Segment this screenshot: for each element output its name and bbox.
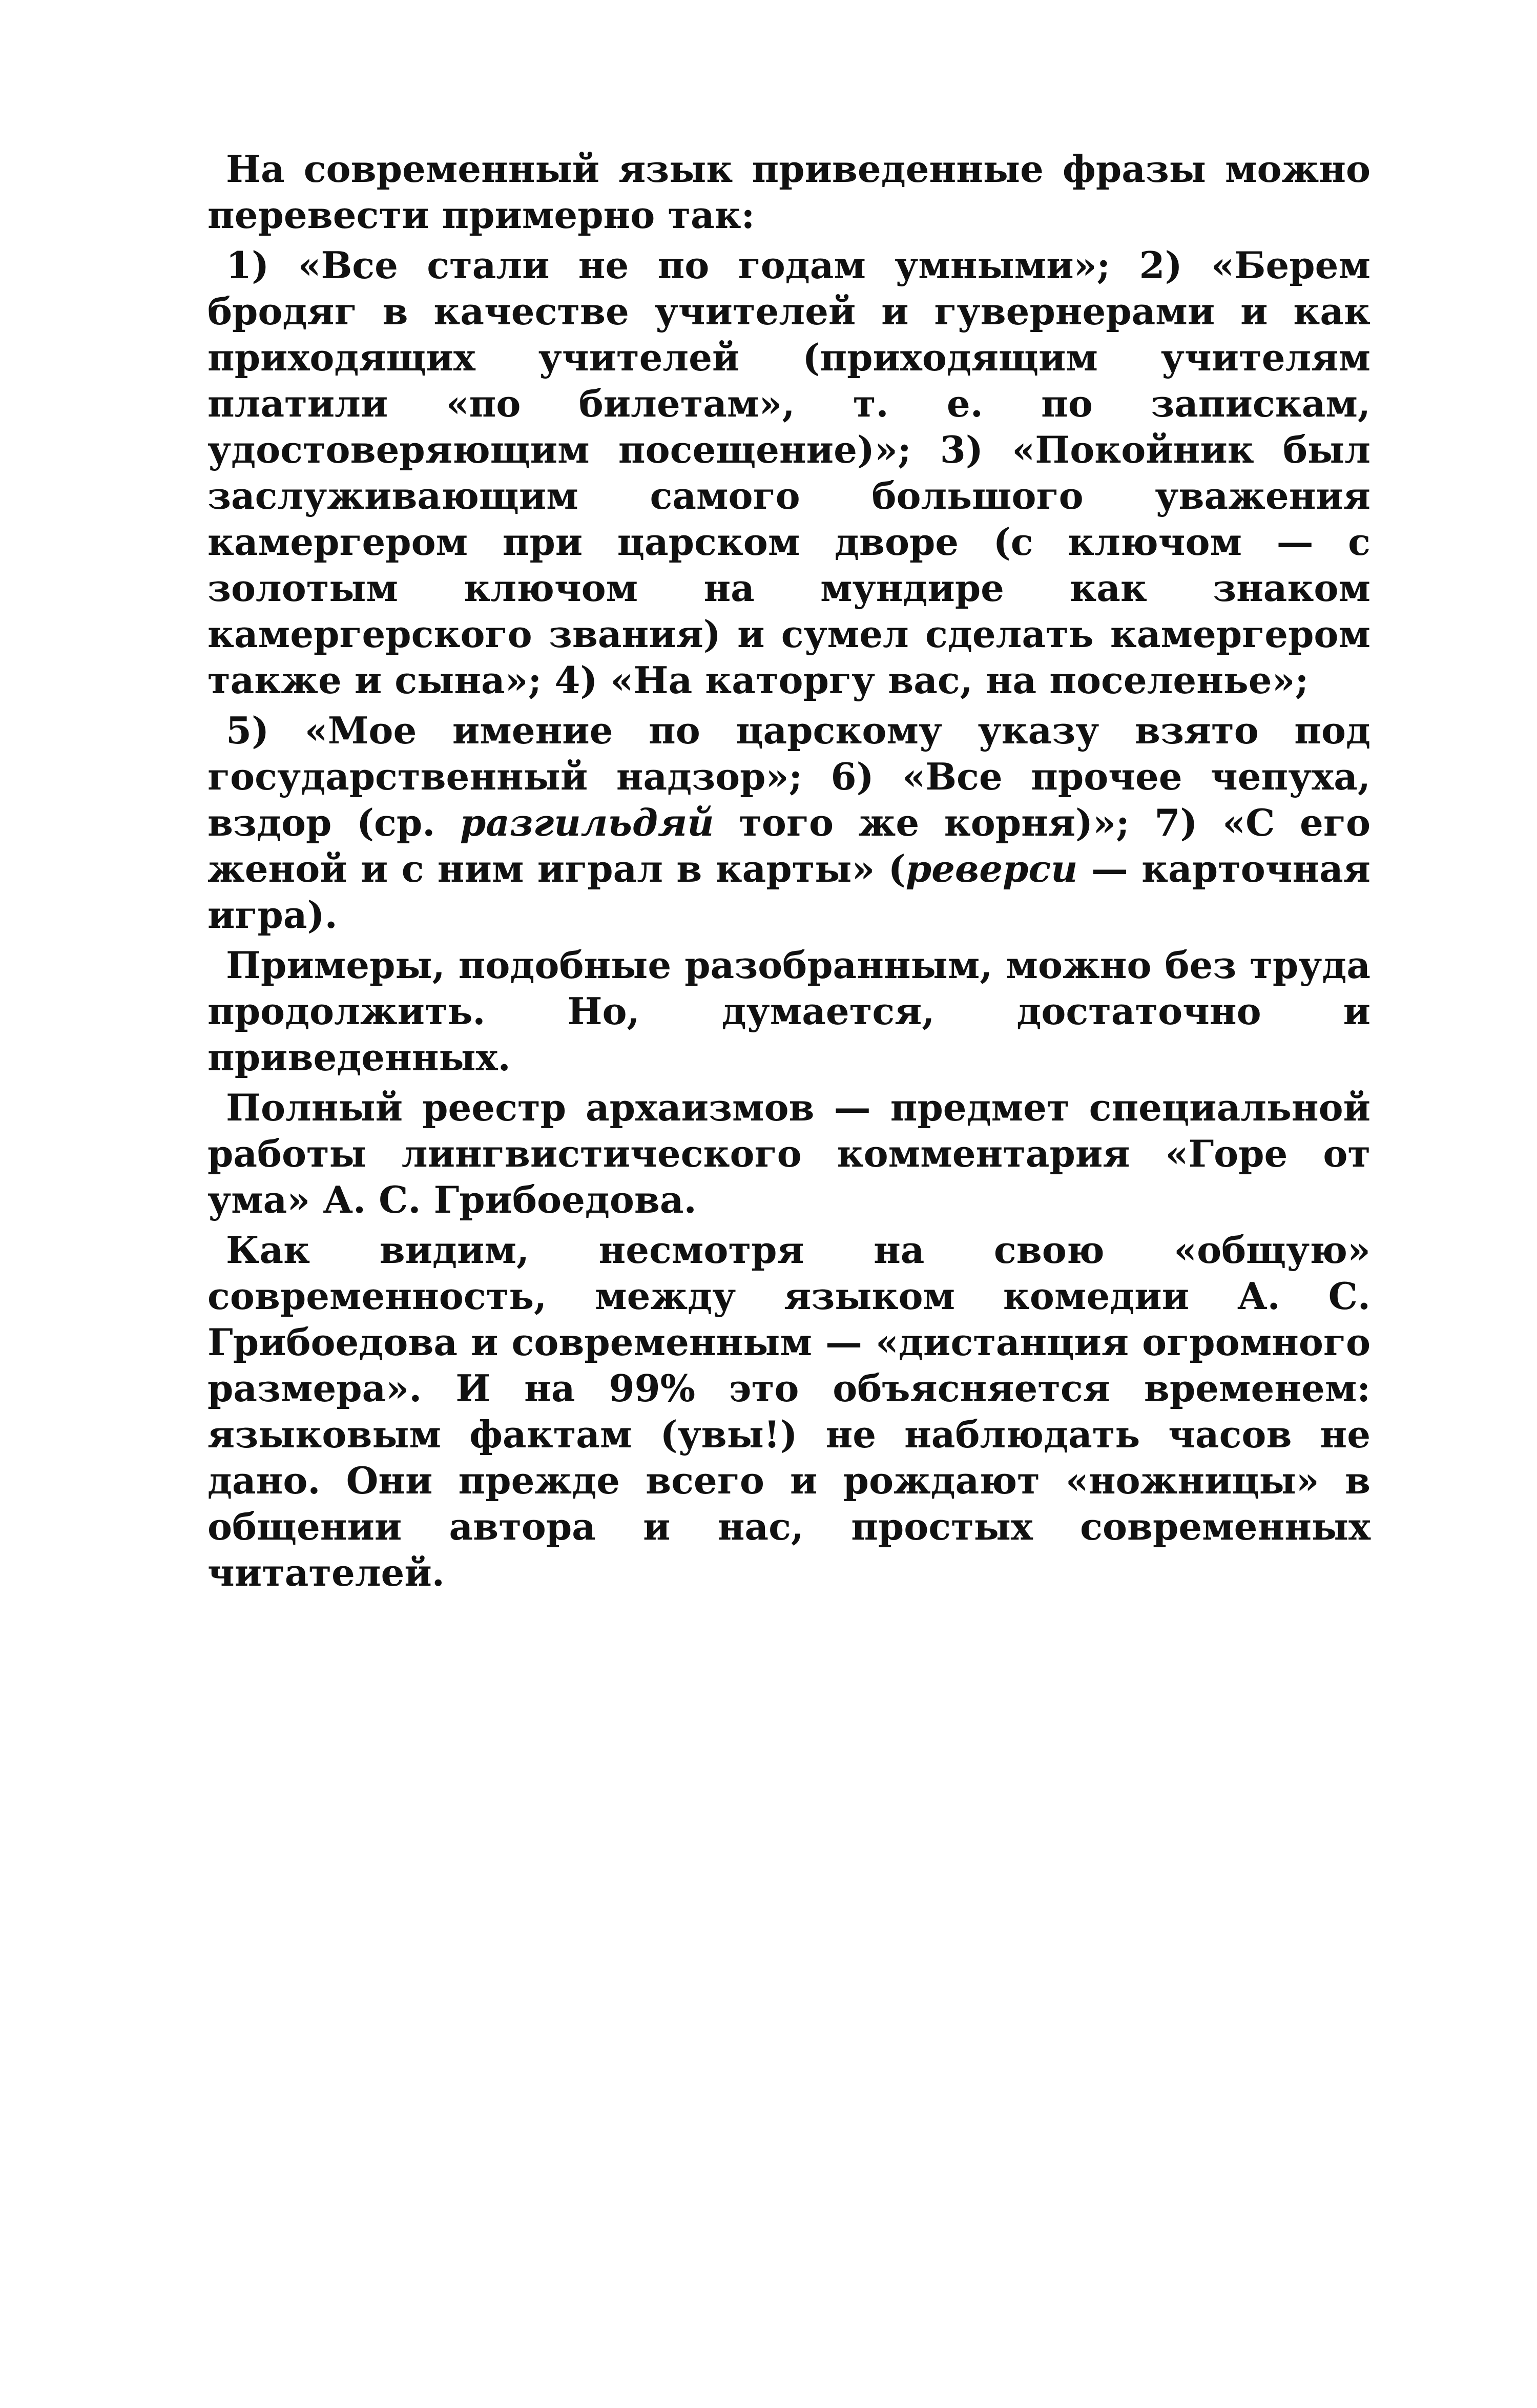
paragraph-conclusion: Как видим, несмотря на свою «общую» современность, между языком комедии А. С. Грибоедова и современным — «дистанция огромного размера». И на 99% это объясняется временем: языковым фактам (увы!) не наблюдать часов не дано. Они прежде всего и рождают «ножницы» в общении автора и нас, простых современных читателей. — [207, 1228, 1370, 1594]
paragraph-registry: Полный реестр архаизмов — предмет специальной работы лингвистического комментария «Горе от ума» А. С. Грибоедова. — [207, 1086, 1370, 1221]
paragraph-examples: Примеры, подобные разобранным, можно без труда продолжить. Но, думается, достаточно и приведенных. — [207, 943, 1370, 1079]
paragraph-translations-1-4: 1) «Все стали не по годам умными»; 2) «Берем бродяг в качестве учителей и гувернерами и как приходящих учителей (приходящим учителям платили «по билетам», т. е. по запискам, удостоверяющим посещение)»; 3) «Покойник был заслуживающим самого большого уважения камергером при царском дворе (с ключом — с золотым ключом на мундире как знаком камергерского звания) и сумел сделать камергером также и сына»; 4) «На каторгу вас, на поселенье»; — [207, 243, 1370, 702]
italic-term-reversi: реверси — [905, 847, 1078, 890]
paragraph-text: 5) «Мое имение по царскому указу взято под государственный надзор»; 6) «Все прочее чепуха, вздор (ср. — [207, 709, 1370, 844]
paragraph-text: — карточная игра). — [207, 847, 1370, 937]
paragraph-text: того же корня)»; 7) «С его женой и с ним играл в карты» ( — [207, 801, 1370, 890]
paragraph-translations-5-7 — [207, 708, 1370, 938]
italic-term-razgildyay: разгильдяй — [460, 801, 714, 844]
paragraph-intro: На современный язык приведенные фразы можно перевести примерно так: — [207, 147, 1370, 237]
body-text — [207, 146, 1370, 1600]
